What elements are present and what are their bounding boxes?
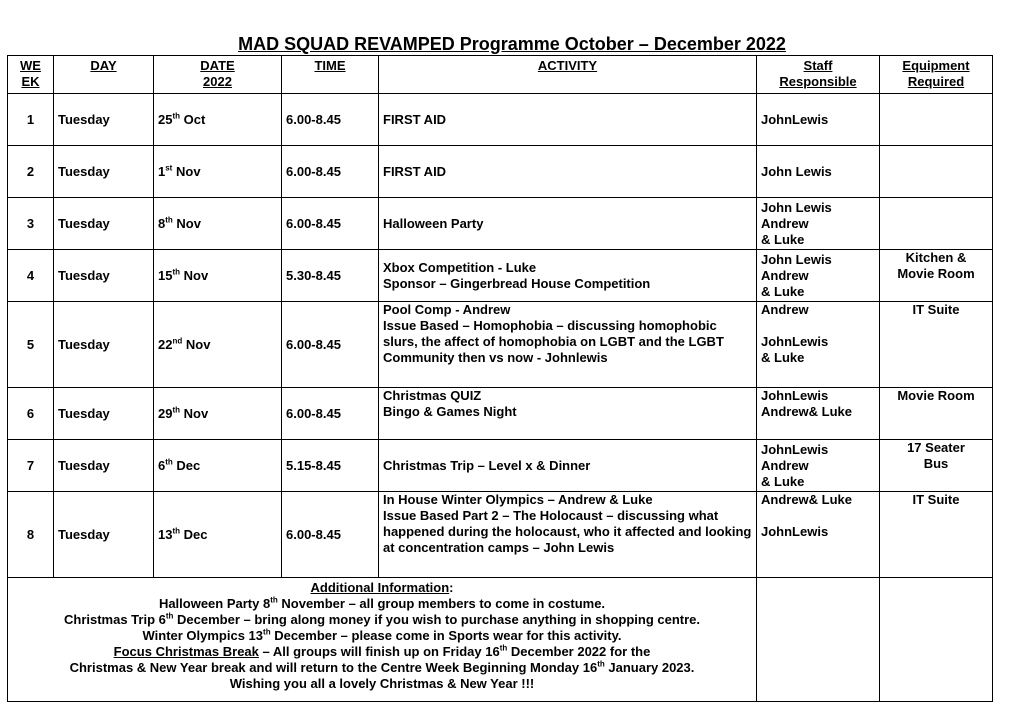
header-equipment: Equipment Required xyxy=(880,56,993,94)
table-row xyxy=(8,302,993,388)
header-staff: Staff Responsible xyxy=(757,56,880,94)
header-time: TIME xyxy=(282,56,379,94)
info-line: Christmas Trip 6th December – bring along money if you wish to purchase anything in shopping centre. xyxy=(63,611,700,627)
equipment-cell xyxy=(880,94,993,146)
week-cell: 5 xyxy=(8,302,54,388)
day-cell: Tuesday xyxy=(54,492,154,578)
day-cell: Tuesday xyxy=(54,94,154,146)
week-cell: 1 xyxy=(8,94,54,146)
equipment-cell xyxy=(880,198,993,250)
date-cell: 1st Nov xyxy=(154,146,282,198)
header-activity: ACTIVITY xyxy=(379,56,757,94)
day-cell: Tuesday xyxy=(54,198,154,250)
info-line: Christmas & New Year break and will return to the Centre Week Beginning Monday 16th January 2023. xyxy=(69,659,695,675)
staff-cell: JohnLewis Andrew& Luke xyxy=(757,388,880,440)
header-week: WE EK xyxy=(8,56,54,94)
info-line: Halloween Party 8th November – all group members to come in costume. xyxy=(158,595,606,611)
week-cell: 4 xyxy=(8,250,54,302)
table-row xyxy=(8,94,993,146)
time-cell: 6.00-8.45 xyxy=(282,302,379,388)
table-row xyxy=(8,250,993,302)
week-cell: 6 xyxy=(8,388,54,440)
staff-cell: JohnLewis xyxy=(757,94,880,146)
info-line: Wishing you all a lovely Christmas & New Year !!! xyxy=(229,676,535,691)
date-cell: 15th Nov xyxy=(154,250,282,302)
day-cell: Tuesday xyxy=(54,388,154,440)
date-cell: 6th Dec xyxy=(154,440,282,492)
activity-cell: Christmas QUIZ Bingo & Games Night xyxy=(379,388,757,440)
staff-cell: Andrew JohnLewis & Luke xyxy=(757,302,880,388)
equipment-cell: IT Suite xyxy=(880,492,993,578)
header-date: DATE 2022 xyxy=(154,56,282,94)
staff-cell: John Lewis Andrew & Luke xyxy=(757,250,880,302)
day-cell: Tuesday xyxy=(54,146,154,198)
page-title: MAD SQUAD REVAMPED Programme October – December 2022 xyxy=(238,34,786,54)
table-row xyxy=(8,440,993,492)
time-cell: 6.00-8.45 xyxy=(282,94,379,146)
table-row xyxy=(8,388,993,440)
date-cell: 25th Oct xyxy=(154,94,282,146)
day-cell: Tuesday xyxy=(54,440,154,492)
activity-cell: Xbox Competition - Luke Sponsor – Gingerbread House Competition xyxy=(379,250,757,302)
day-cell: Tuesday xyxy=(54,302,154,388)
activity-cell: Christmas Trip – Level x & Dinner xyxy=(379,440,757,492)
time-cell: 5.15-8.45 xyxy=(282,440,379,492)
staff-cell: John Lewis xyxy=(757,146,880,198)
header-row xyxy=(8,56,993,94)
week-cell: 2 xyxy=(8,146,54,198)
week-cell: 3 xyxy=(8,198,54,250)
activity-cell: Halloween Party xyxy=(379,198,757,250)
time-cell: 5.30-8.45 xyxy=(282,250,379,302)
date-cell: 29th Nov xyxy=(154,388,282,440)
header-day: DAY xyxy=(54,56,154,94)
table-row xyxy=(8,198,993,250)
date-cell: 13th Dec xyxy=(154,492,282,578)
time-cell: 6.00-8.45 xyxy=(282,198,379,250)
week-cell: 8 xyxy=(8,492,54,578)
table-row xyxy=(8,492,993,578)
equipment-cell: IT Suite xyxy=(880,302,993,388)
programme-table xyxy=(7,55,993,702)
date-cell: 8th Nov xyxy=(154,198,282,250)
table-row xyxy=(8,146,993,198)
info-equipment-cell xyxy=(880,578,993,702)
additional-info-row xyxy=(8,578,993,702)
equipment-cell xyxy=(880,146,993,198)
staff-cell: John Lewis Andrew & Luke xyxy=(757,198,880,250)
staff-cell: JohnLewis Andrew & Luke xyxy=(757,440,880,492)
activity-cell: In House Winter Olympics – Andrew & Luke Issue Based Part 2 – The Holocaust – discussing what happened during the holocaust, who it affected and looking at concentration camps – John Lewis xyxy=(379,492,757,578)
activity-cell: FIRST AID xyxy=(379,146,757,198)
date-cell: 22nd Nov xyxy=(154,302,282,388)
staff-cell: Andrew& Luke JohnLewis xyxy=(757,492,880,578)
additional-info: Additional Information: Halloween Party 8th November – all group members to come in costume. Christmas Trip 6th December – bring along money if you wish to purchase anything in shopping centre. Winter Olympics 13th December – please come in Sports wear for this activity. Focus Christmas Break – All groups will finish up on Friday 16th December 2022 for the Christmas & New Year break and will return to the Centre Week Beginning Monday 16th January 2023. Wishing you all a lovely Christmas & New Year !!! xyxy=(8,578,757,702)
day-cell: Tuesday xyxy=(54,250,154,302)
time-cell: 6.00-8.45 xyxy=(282,492,379,578)
activity-cell: FIRST AID xyxy=(379,94,757,146)
info-line: Winter Olympics 13th December – please come in Sports wear for this activity. xyxy=(142,627,622,643)
week-cell: 7 xyxy=(8,440,54,492)
equipment-cell: Movie Room xyxy=(880,388,993,440)
activity-cell: Pool Comp - Andrew Issue Based – Homophobia – discussing homophobic slurs, the affect of homophobia on LGBT and the LGBT Community then vs now - Johnlewis xyxy=(379,302,757,388)
time-cell: 6.00-8.45 xyxy=(282,388,379,440)
info-heading: Additional Information xyxy=(310,580,450,595)
info-line: Focus Christmas Break – All groups will finish up on Friday 16th December 2022 for the xyxy=(113,643,651,659)
equipment-cell: 17 Seater Bus xyxy=(880,440,993,492)
time-cell: 6.00-8.45 xyxy=(282,146,379,198)
equipment-cell: Kitchen & Movie Room xyxy=(880,250,993,302)
info-staff-cell xyxy=(757,578,880,702)
